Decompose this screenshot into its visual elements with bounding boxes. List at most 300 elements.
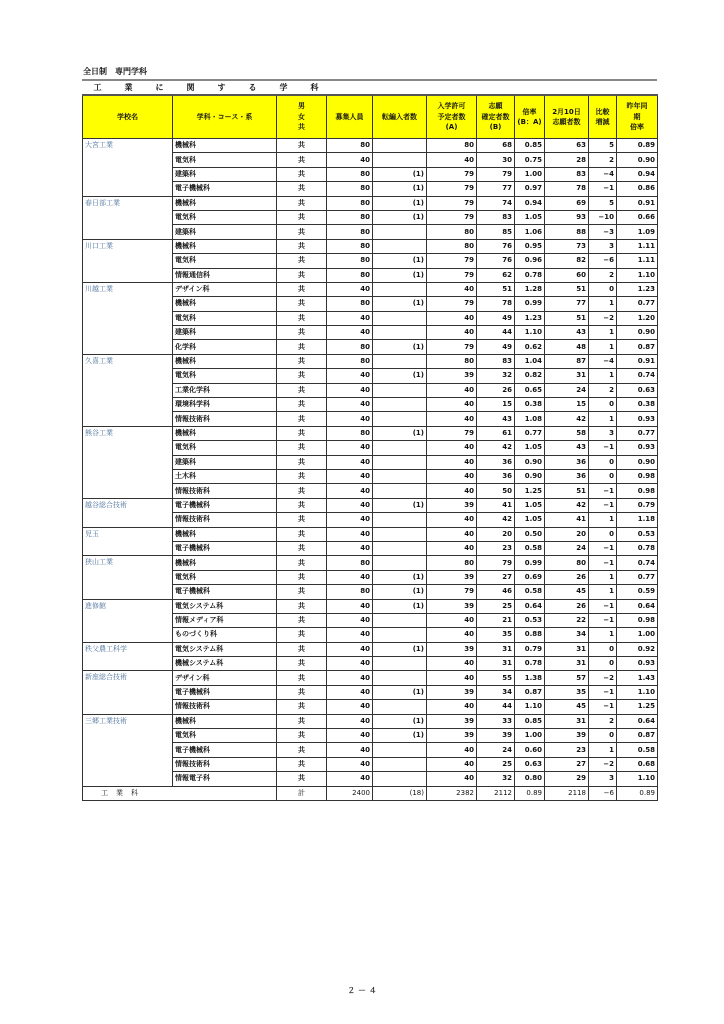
cell-value — [373, 613, 427, 627]
cell-value: 0.63 — [515, 757, 545, 771]
cell-value: 61 — [477, 426, 515, 440]
cell-value — [373, 772, 427, 786]
department-name: 情報電子科 — [173, 772, 277, 786]
cell-value: 42 — [545, 412, 589, 426]
cell-value: 40 — [427, 484, 477, 498]
cell-value: (1) — [373, 729, 427, 743]
cell-value: 0.50 — [515, 527, 545, 541]
cell-value: 1.11 — [617, 239, 658, 253]
cell-value: 1 — [589, 297, 617, 311]
cell-value: 0.38 — [515, 398, 545, 412]
cell-value — [373, 628, 427, 642]
school-name: 久喜工業 — [83, 354, 173, 426]
cell-value: 1.00 — [617, 628, 658, 642]
cell-value: 共 — [277, 541, 327, 555]
cell-value: 15 — [545, 398, 589, 412]
department-name: 電気システム科 — [173, 642, 277, 656]
cell-value: 31 — [477, 657, 515, 671]
cell-value: 40 — [427, 700, 477, 714]
cell-value: (1) — [373, 254, 427, 268]
column-header: 男 女 共 — [277, 95, 327, 139]
department-name: 電気科 — [173, 729, 277, 743]
cell-value: 0.79 — [617, 498, 658, 512]
cell-value: −10 — [589, 210, 617, 224]
cell-value: 40 — [327, 743, 373, 757]
cell-value: 77 — [477, 182, 515, 196]
cell-value — [373, 469, 427, 483]
cell-value: −1 — [589, 441, 617, 455]
department-name: 機械システム科 — [173, 657, 277, 671]
cell-value: 0 — [589, 657, 617, 671]
cell-value: 1.10 — [617, 268, 658, 282]
department-name: 電気科 — [173, 369, 277, 383]
cell-value: 0.77 — [617, 297, 658, 311]
cell-value: 49 — [477, 340, 515, 354]
cell-value: (1) — [373, 570, 427, 584]
column-header: 志願 確定者数 (B) — [477, 95, 515, 139]
cell-value: 80 — [427, 139, 477, 153]
cell-value: 27 — [545, 757, 589, 771]
cell-value: 共 — [277, 210, 327, 224]
cell-value: 0.90 — [617, 153, 658, 167]
cell-value: 80 — [427, 556, 477, 570]
cell-value: 39 — [477, 729, 515, 743]
cell-value: 40 — [327, 469, 373, 483]
section-title-char: す — [217, 83, 226, 92]
cell-value: 共 — [277, 657, 327, 671]
cell-value: −1 — [589, 498, 617, 512]
cell-value: 共 — [277, 254, 327, 268]
cell-value: 39 — [427, 642, 477, 656]
cell-value: 0.59 — [617, 585, 658, 599]
column-header: 募集人員 — [327, 95, 373, 139]
cell-value: 共 — [277, 282, 327, 296]
cell-value: 50 — [477, 484, 515, 498]
cell-value: 40 — [327, 498, 373, 512]
cell-value: 0.90 — [515, 455, 545, 469]
cell-value: 51 — [545, 484, 589, 498]
total-row — [83, 786, 658, 800]
cell-value: 1 — [589, 628, 617, 642]
cell-value: 0.93 — [617, 441, 658, 455]
department-name: 環境科学科 — [173, 398, 277, 412]
school-name: 越谷総合技術 — [83, 498, 173, 527]
cell-value: 41 — [545, 513, 589, 527]
department-name: 建築科 — [173, 326, 277, 340]
cell-value: 0.90 — [515, 469, 545, 483]
cell-value — [373, 153, 427, 167]
cell-value: 共 — [277, 167, 327, 181]
cell-value: 0.38 — [617, 398, 658, 412]
cell-value: 85 — [477, 225, 515, 239]
cell-value: 48 — [545, 340, 589, 354]
cell-value: 49 — [477, 311, 515, 325]
cell-value: 0.96 — [515, 254, 545, 268]
cell-value: 40 — [327, 441, 373, 455]
department-name: 情報技術科 — [173, 513, 277, 527]
department-name: 電気科 — [173, 210, 277, 224]
cell-value: 31 — [545, 369, 589, 383]
cell-value: −1 — [589, 685, 617, 699]
cell-value: 83 — [545, 167, 589, 181]
cell-value: 2 — [589, 268, 617, 282]
cell-value: 30 — [477, 153, 515, 167]
cell-value: 1.10 — [617, 685, 658, 699]
cell-value: 79 — [477, 167, 515, 181]
cell-value: 80 — [327, 167, 373, 181]
cell-value: 79 — [427, 426, 477, 440]
cell-value: 0.88 — [515, 628, 545, 642]
department-name: 電気科 — [173, 311, 277, 325]
cell-value: 1.25 — [515, 484, 545, 498]
total-label: 工業科 — [83, 786, 173, 800]
cell-value: 0.85 — [515, 139, 545, 153]
cell-value: 40 — [427, 412, 477, 426]
cell-value: 共 — [277, 570, 327, 584]
cell-value: 0 — [589, 642, 617, 656]
table-row — [83, 527, 658, 541]
cell-value: 24 — [545, 541, 589, 555]
cell-value: 80 — [327, 354, 373, 368]
cell-value: 2 — [589, 383, 617, 397]
cell-value: 共 — [277, 268, 327, 282]
department-name: 電気科 — [173, 153, 277, 167]
cell-value: 0.90 — [617, 326, 658, 340]
school-name: 秩父農工科学 — [83, 642, 173, 671]
cell-value: 0.53 — [515, 613, 545, 627]
cell-value: 83 — [477, 210, 515, 224]
cell-value: 79 — [427, 340, 477, 354]
cell-value: 2 — [589, 714, 617, 728]
cell-value: 1 — [589, 743, 617, 757]
table-row — [83, 671, 658, 685]
cell-value: 24 — [545, 383, 589, 397]
cell-value: 79 — [427, 167, 477, 181]
cell-value: 76 — [477, 254, 515, 268]
cell-value: 27 — [477, 570, 515, 584]
cell-value: 共 — [277, 469, 327, 483]
department-name: 情報通信科 — [173, 268, 277, 282]
cell-value: 32 — [477, 772, 515, 786]
cell-value: 1 — [589, 585, 617, 599]
cell-value: 73 — [545, 239, 589, 253]
cell-value: 共 — [277, 498, 327, 512]
cell-value: 40 — [427, 628, 477, 642]
cell-value: (1) — [373, 685, 427, 699]
cell-value: 0.65 — [515, 383, 545, 397]
cell-value: 22 — [545, 613, 589, 627]
cell-value: 80 — [427, 239, 477, 253]
cell-value: 26 — [545, 570, 589, 584]
cell-value: 51 — [545, 311, 589, 325]
cell-value: 0.74 — [617, 369, 658, 383]
cell-value: 0.87 — [617, 340, 658, 354]
cell-value: −1 — [589, 484, 617, 498]
cell-value: 5 — [589, 196, 617, 210]
department-name: デザイン科 — [173, 671, 277, 685]
page-number: ２ － ４ — [347, 986, 377, 995]
cell-value: 44 — [477, 326, 515, 340]
cell-value: −6 — [589, 254, 617, 268]
department-name: 建築科 — [173, 225, 277, 239]
section-title-char: る — [248, 83, 257, 92]
department-name: 建築科 — [173, 455, 277, 469]
cell-value: 1.05 — [515, 441, 545, 455]
cell-value: 80 — [427, 225, 477, 239]
cell-value: 74 — [477, 196, 515, 210]
cell-value: 共 — [277, 297, 327, 311]
table-row — [83, 642, 658, 656]
cell-value: 40 — [327, 455, 373, 469]
cell-value: 0.87 — [617, 729, 658, 743]
cell-value: 1.43 — [617, 671, 658, 685]
cell-value: 26 — [477, 383, 515, 397]
cell-value: 57 — [545, 671, 589, 685]
cell-value: 共 — [277, 700, 327, 714]
cell-value — [373, 282, 427, 296]
cell-value: 39 — [427, 714, 477, 728]
cell-value: 共 — [277, 412, 327, 426]
cell-value: 0.95 — [515, 239, 545, 253]
cell-value: 40 — [427, 541, 477, 555]
cell-value: 63 — [545, 139, 589, 153]
cell-value: 0.93 — [617, 412, 658, 426]
school-name: 児玉 — [83, 527, 173, 556]
cell-value: 共 — [277, 484, 327, 498]
cell-value: 0.74 — [617, 556, 658, 570]
school-name: 川越工業 — [83, 282, 173, 354]
cell-value: 共 — [277, 628, 327, 642]
cell-value: 93 — [545, 210, 589, 224]
cell-value: 79 — [427, 268, 477, 282]
department-name: 電子機械科 — [173, 498, 277, 512]
department-name: 機械科 — [173, 556, 277, 570]
cell-value: −2 — [589, 757, 617, 771]
cell-value: 0 — [589, 282, 617, 296]
table-row — [83, 196, 658, 210]
department-name: 電子機械科 — [173, 685, 277, 699]
cell-value: (1) — [373, 714, 427, 728]
cell-value: 0.62 — [515, 340, 545, 354]
department-name: デザイン科 — [173, 282, 277, 296]
cell-value — [373, 657, 427, 671]
cell-value: 1.10 — [515, 326, 545, 340]
cell-value: 0.82 — [515, 369, 545, 383]
cell-value: 40 — [327, 714, 373, 728]
section-title-char: 学 — [279, 83, 288, 92]
cell-value: 共 — [277, 642, 327, 656]
section-title-char: 科 — [310, 83, 319, 92]
cell-value: 共 — [277, 513, 327, 527]
department-name: 機械科 — [173, 139, 277, 153]
cell-value: 40 — [427, 311, 477, 325]
department-name: 電子機械科 — [173, 743, 277, 757]
cell-value: 0.60 — [515, 743, 545, 757]
cell-value: 共 — [277, 196, 327, 210]
department-name: 情報技術科 — [173, 700, 277, 714]
cell-value: 40 — [327, 570, 373, 584]
cell-value: 0.86 — [617, 182, 658, 196]
cell-value: 40 — [327, 153, 373, 167]
cell-value: 0.93 — [617, 657, 658, 671]
table-row — [83, 139, 658, 153]
page-category-title: 全日制 専門学科 — [83, 67, 147, 76]
cell-value: 80 — [327, 556, 373, 570]
header-rule — [82, 79, 657, 81]
cell-value: 共 — [277, 398, 327, 412]
cell-value: −3 — [589, 225, 617, 239]
cell-value: 共 — [277, 599, 327, 613]
cell-value: 1.05 — [515, 498, 545, 512]
cell-value: 共 — [277, 225, 327, 239]
cell-value: 23 — [545, 743, 589, 757]
cell-value: 34 — [545, 628, 589, 642]
department-name: 土木科 — [173, 469, 277, 483]
table-row — [83, 498, 658, 512]
cell-value: 0.63 — [617, 383, 658, 397]
cell-value: 0.78 — [617, 541, 658, 555]
cell-value: 79 — [477, 556, 515, 570]
department-name: 電気科 — [173, 570, 277, 584]
cell-value: 共 — [277, 743, 327, 757]
cell-value: 0.64 — [515, 599, 545, 613]
department-name: 機械科 — [173, 714, 277, 728]
section-title — [82, 82, 657, 93]
cell-value: 0.98 — [617, 613, 658, 627]
cell-value: 0 — [589, 729, 617, 743]
cell-value: 1 — [589, 369, 617, 383]
cell-value: −4 — [589, 354, 617, 368]
cell-value: 0 — [589, 469, 617, 483]
cell-value: 80 — [327, 182, 373, 196]
cell-value: 35 — [477, 628, 515, 642]
cell-value: 共 — [277, 239, 327, 253]
cell-value: 80 — [327, 225, 373, 239]
department-name: 機械科 — [173, 196, 277, 210]
cell-value: 1.10 — [617, 772, 658, 786]
cell-value — [373, 239, 427, 253]
cell-value: 80 — [327, 585, 373, 599]
cell-value — [373, 412, 427, 426]
cell-value: 共 — [277, 354, 327, 368]
table-row — [83, 426, 658, 440]
cell-value: (1) — [373, 426, 427, 440]
department-name: 機械科 — [173, 239, 277, 253]
cell-value: 79 — [427, 254, 477, 268]
cell-value: 31 — [545, 642, 589, 656]
department-name: 情報技術科 — [173, 412, 277, 426]
cell-value: −4 — [589, 167, 617, 181]
cell-value: 0.78 — [515, 657, 545, 671]
cell-value: 0.87 — [515, 685, 545, 699]
cell-value — [373, 139, 427, 153]
school-name: 大宮工業 — [83, 139, 173, 197]
section-title-char: 業 — [124, 83, 133, 92]
cell-value: 0.92 — [617, 642, 658, 656]
cell-value: 80 — [327, 426, 373, 440]
cell-value: 40 — [327, 412, 373, 426]
cell-value: 26 — [545, 599, 589, 613]
cell-value: 40 — [327, 311, 373, 325]
cell-value: 40 — [427, 772, 477, 786]
cell-value: (1) — [373, 498, 427, 512]
department-name: ものづくり科 — [173, 628, 277, 642]
cell-value: 1 — [589, 513, 617, 527]
cell-value: 1.09 — [617, 225, 658, 239]
cell-value: 45 — [545, 700, 589, 714]
school-name: 熊谷工業 — [83, 426, 173, 498]
total-value: 2118 — [545, 786, 589, 800]
cell-value: 51 — [545, 282, 589, 296]
cell-value: 40 — [327, 613, 373, 627]
cell-value: 0 — [589, 455, 617, 469]
cell-value: 43 — [477, 412, 515, 426]
cell-value: 0.58 — [617, 743, 658, 757]
cell-value: 0.97 — [515, 182, 545, 196]
table-row — [83, 239, 658, 253]
cell-value: 80 — [327, 239, 373, 253]
school-name: 春日部工業 — [83, 196, 173, 239]
cell-value: 0.99 — [515, 297, 545, 311]
table-row — [83, 282, 658, 296]
cell-value: 0.58 — [515, 541, 545, 555]
cell-value: 共 — [277, 527, 327, 541]
cell-value: 79 — [427, 182, 477, 196]
cell-value: 43 — [545, 441, 589, 455]
cell-value: 40 — [327, 326, 373, 340]
cell-value: 共 — [277, 139, 327, 153]
cell-value: 36 — [545, 469, 589, 483]
cell-value — [373, 671, 427, 685]
cell-value: 1.11 — [617, 254, 658, 268]
cell-value: 40 — [427, 743, 477, 757]
cell-value: 40 — [327, 527, 373, 541]
cell-value: 共 — [277, 685, 327, 699]
cell-value: 24 — [477, 743, 515, 757]
department-name: 電気科 — [173, 441, 277, 455]
school-name: 進修館 — [83, 599, 173, 642]
cell-value: 1.23 — [617, 282, 658, 296]
department-name: 電気システム科 — [173, 599, 277, 613]
total-value: 2382 — [427, 786, 477, 800]
cell-value: (1) — [373, 642, 427, 656]
cell-value: 40 — [327, 398, 373, 412]
cell-value: 88 — [545, 225, 589, 239]
cell-value: 40 — [427, 513, 477, 527]
cell-value: 0.79 — [515, 642, 545, 656]
cell-value: −1 — [589, 599, 617, 613]
cell-value: −1 — [589, 182, 617, 196]
cell-value: 2 — [589, 153, 617, 167]
cell-value: 42 — [477, 441, 515, 455]
cell-value: 62 — [477, 268, 515, 282]
cell-value: 39 — [427, 685, 477, 699]
cell-value: 80 — [545, 556, 589, 570]
cell-value: 0.94 — [515, 196, 545, 210]
cell-value: 1.05 — [515, 210, 545, 224]
cell-value: 20 — [477, 527, 515, 541]
cell-value: 40 — [327, 685, 373, 699]
department-name: 化学科 — [173, 340, 277, 354]
cell-value: 0.66 — [617, 210, 658, 224]
cell-value: 1.00 — [515, 729, 545, 743]
cell-value: 共 — [277, 153, 327, 167]
total-value: 2112 — [477, 786, 515, 800]
section-title-char: に — [155, 83, 164, 92]
cell-value — [373, 513, 427, 527]
cell-value — [373, 527, 427, 541]
cell-value: 1 — [589, 570, 617, 584]
